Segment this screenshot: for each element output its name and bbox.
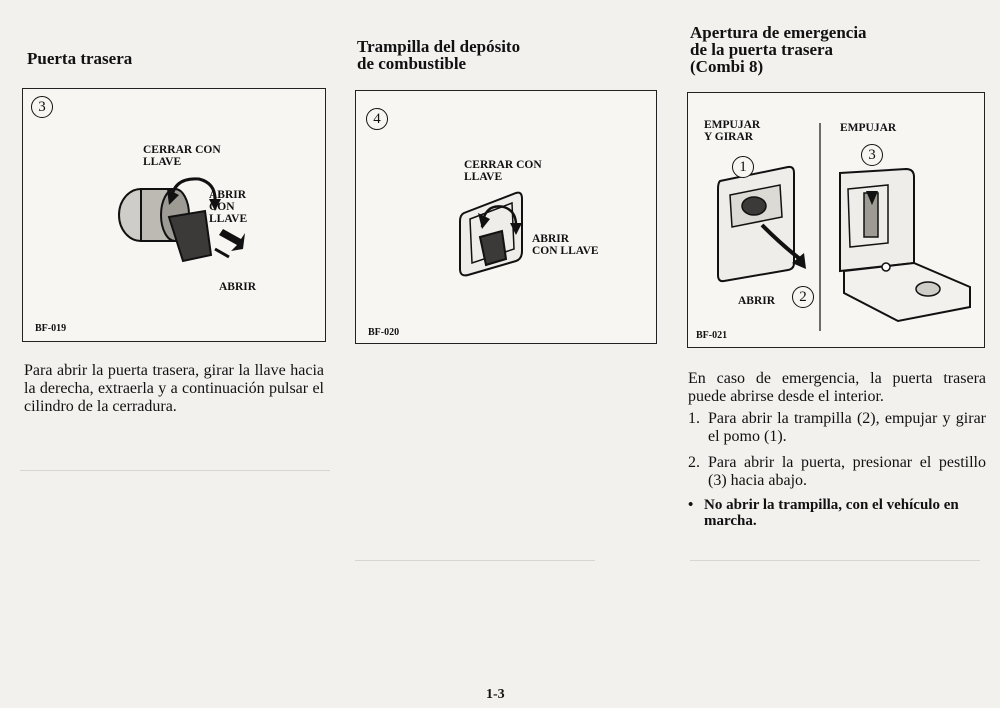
figure-code: BF-021 — [696, 330, 728, 341]
list-item-number: 1. — [688, 410, 700, 427]
step-number-badge: 2 — [792, 286, 814, 308]
figure-code: BF-020 — [368, 327, 400, 338]
label-open-with-key: ABRIR CON LLAVE — [209, 189, 248, 225]
section-title-line: de combustible — [357, 54, 467, 73]
list-item-text: Para abrir la puerta, presionar el pestillo (3) hacia abajo. — [708, 454, 986, 489]
bleed-line — [690, 560, 980, 561]
label-push-and-turn: EMPUJAR Y GIRAR — [704, 119, 761, 143]
label-close-with-key: CERRAR CON LLAVE — [464, 159, 542, 183]
list-item — [688, 454, 986, 494]
fuel-flap-illustration — [356, 91, 658, 345]
section-title-line: (Combi 8) — [690, 57, 764, 76]
section-title-puerta-trasera: Puerta trasera — [27, 49, 133, 68]
label-close-with-key: CERRAR CON LLAVE — [143, 144, 221, 168]
bleed-line — [20, 470, 330, 471]
figure-number-badge: 3 — [31, 96, 53, 118]
label-open: ABRIR — [738, 295, 776, 307]
bleed-line — [355, 560, 595, 561]
section-title-line: de la puerta trasera — [690, 40, 834, 59]
label-open-with-key: ABRIR CON LLAVE — [532, 233, 599, 257]
section-title-line: Trampilla del depósito — [357, 37, 521, 56]
label-open: ABRIR — [219, 281, 257, 293]
figure-number-badge: 4 — [366, 108, 388, 130]
list-item-text: Para abrir la trampilla (2), empujar y girar el pomo (1). — [708, 410, 986, 445]
section-title-line: Apertura de emergencia — [690, 23, 867, 42]
label-push: EMPUJAR — [840, 122, 897, 134]
step-number-badge: 3 — [861, 144, 883, 166]
figure-fuel-flap-lock — [355, 90, 657, 344]
figure-code: BF-019 — [35, 323, 67, 334]
warning-item — [688, 497, 986, 531]
warning-text: No abrir la trampilla, con el vehículo en marcha. — [704, 497, 959, 529]
figure-emergency-opening — [687, 92, 985, 348]
section-title-fuel-flap — [357, 38, 520, 72]
paragraph-emergency-intro: En caso de emergencia, la puerta trasera puede abrirse desde el interior. — [688, 370, 986, 405]
page-number: 1-3 — [486, 687, 505, 702]
bullet-icon: • — [688, 497, 694, 513]
paragraph-rear-door: Para abrir la puerta trasera, girar la llave hacia la derecha, extraerla y a continuación pulsar el cilindro de la cerradura. — [24, 362, 324, 415]
list-item-number: 2. — [688, 454, 700, 471]
step-number-badge: 1 — [732, 156, 754, 178]
figure-rear-door-lock — [22, 88, 326, 342]
list-item — [688, 410, 986, 450]
section-title-emergency-opening — [690, 24, 867, 75]
lock-cylinder-illustration — [23, 89, 327, 343]
